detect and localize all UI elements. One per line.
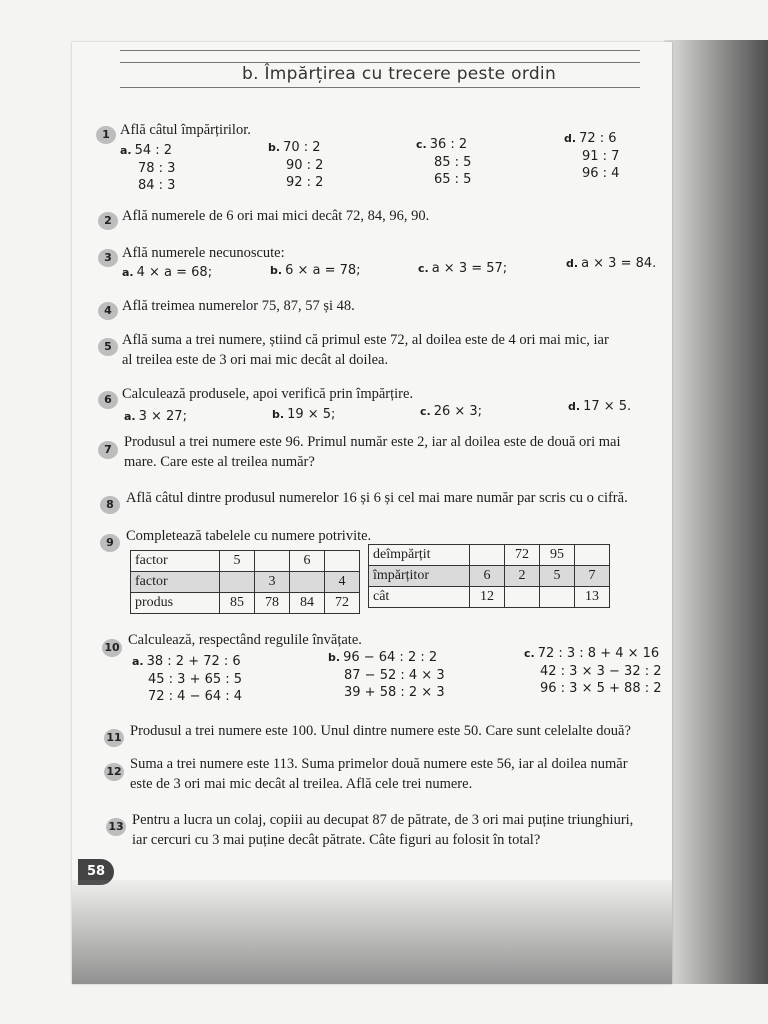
ex3-d-value: a × 3 = 84. bbox=[581, 256, 657, 271]
ex10-a-1: 38 : 2 + 72 : 6 bbox=[146, 654, 241, 669]
exercise-5-line-2: al treilea este de 3 ori mai mic decât al doilea. bbox=[122, 352, 389, 368]
ex10-a-2: 45 : 3 + 65 : 5 bbox=[148, 671, 243, 687]
exercise-9-text: Completează tabelele cu numere potrivite. bbox=[126, 528, 372, 544]
cell: 13 bbox=[575, 587, 610, 608]
multiplication-table bbox=[130, 550, 360, 614]
page-title: b. Împărțirea cu trecere peste ordin bbox=[242, 64, 557, 84]
cell: factor bbox=[131, 551, 220, 572]
cell: 72 bbox=[505, 545, 540, 566]
cell bbox=[505, 587, 540, 608]
exercise-7-line-2: mare. Care este al treilea număr? bbox=[124, 454, 315, 470]
table2-row-deimpartit bbox=[369, 545, 610, 566]
exercise-1-col-d: d. 72 : 6 91 : 7 96 : 4 bbox=[564, 131, 620, 181]
ex10-b-2: 87 − 52 : 4 × 3 bbox=[344, 667, 445, 683]
exercise-number-2: 2 bbox=[98, 212, 118, 230]
table1-row-produs bbox=[131, 593, 360, 614]
cell bbox=[290, 572, 325, 593]
cell: 5 bbox=[540, 566, 575, 587]
ex6-c: c. 26 × 3; bbox=[420, 404, 483, 419]
cell: împărțitor bbox=[369, 566, 470, 587]
exercise-5-line-1: Află suma a trei numere, știind că primul este 72, al doilea este de 4 ori mai mic, iar bbox=[122, 332, 609, 348]
exercise-1-col-c: c. 36 : 2 85 : 5 65 : 5 bbox=[416, 137, 472, 187]
ex10-b-1: 96 − 64 : 2 : 2 bbox=[343, 650, 438, 665]
exercise-6-text: Calculează produsele, apoi verifică prin împărțire. bbox=[122, 386, 414, 402]
exercise-number-10: 10 bbox=[102, 639, 122, 657]
exercise-10-text: Calculează, respectând regulile învățate. bbox=[128, 632, 362, 648]
table1-row-factor-1 bbox=[131, 551, 360, 572]
ex10-c-3: 96 : 3 × 5 + 88 : 2 bbox=[540, 681, 662, 696]
ex6-d-value: 17 × 5. bbox=[583, 399, 632, 414]
exercise-11-text: Produsul a trei numere este 100. Unul dintre numere este 50. Care sunt celelalte două? bbox=[130, 723, 631, 739]
exercise-8-text: Află câtul dintre produsul numerelor 16 și 6 și cel mai mare număr par scris cu o cifră. bbox=[126, 490, 628, 506]
cell: 78 bbox=[255, 593, 290, 614]
exercise-10-col-b: b. 96 − 64 : 2 : 2 87 − 52 : 4 × 3 39 + 58 : 2 × 3 bbox=[328, 650, 445, 700]
exercise-number-9: 9 bbox=[100, 534, 120, 552]
ex10-b-3: 39 + 58 : 2 × 3 bbox=[344, 685, 445, 700]
cell: 2 bbox=[505, 566, 540, 587]
cell bbox=[220, 572, 255, 593]
exercise-1-text: Află câtul împărțirilor. bbox=[120, 122, 251, 138]
scan-shadow bbox=[664, 40, 768, 984]
cell: 85 bbox=[220, 593, 255, 614]
title-underline bbox=[120, 87, 640, 88]
exercise-number-3: 3 bbox=[98, 249, 118, 267]
cell: 84 bbox=[290, 593, 325, 614]
exercise-number-12: 12 bbox=[104, 763, 124, 781]
exercise-10-col-c: c. 72 : 3 : 8 + 4 × 16 42 : 3 × 3 − 32 : 2 96 : 3 × 5 + 88 : 2 bbox=[524, 646, 662, 696]
exercise-7-line-1: Produsul a trei numere este 96. Primul număr este 2, iar al doilea este de două ori mai bbox=[124, 434, 621, 450]
cell bbox=[255, 551, 290, 572]
exercise-number-4: 4 bbox=[98, 302, 118, 320]
exercise-number-5: 5 bbox=[98, 338, 118, 356]
ex10-c-1: 72 : 3 : 8 + 4 × 16 bbox=[537, 646, 660, 661]
ex3-b: b. 6 × a = 78; bbox=[270, 263, 361, 278]
ex6-a: a. 3 × 27; bbox=[124, 409, 187, 424]
cell: 12 bbox=[470, 587, 505, 608]
exercise-4-text: Află treimea numerelor 75, 87, 57 și 48. bbox=[122, 298, 355, 314]
exercise-number-8: 8 bbox=[100, 496, 120, 514]
ex1-c-1: 36 : 2 bbox=[429, 137, 468, 152]
top-rule bbox=[120, 50, 640, 51]
exercise-2-text: Află numerele de 6 ori mai mici decât 72, 84, 96, 90. bbox=[122, 208, 430, 224]
cell: 3 bbox=[255, 572, 290, 593]
ex1-a-2: 78 : 3 bbox=[138, 160, 176, 176]
ex3-b-value: 6 × a = 78; bbox=[285, 263, 361, 278]
ex6-c-value: 26 × 3; bbox=[433, 404, 483, 419]
scan-bottom-shadow bbox=[72, 880, 672, 984]
cell: 6 bbox=[290, 551, 325, 572]
table1-row-factor-2 bbox=[131, 572, 360, 593]
ex1-b-3: 92 : 2 bbox=[286, 175, 324, 190]
exercise-number-1: 1 bbox=[96, 126, 116, 144]
cell: factor bbox=[131, 572, 220, 593]
exercise-1-col-b: b. 70 : 2 90 : 2 92 : 2 bbox=[268, 140, 324, 190]
exercise-number-11: 11 bbox=[104, 729, 124, 747]
ex1-d-1: 72 : 6 bbox=[579, 131, 617, 146]
exercise-13-line-1: Pentru a lucra un colaj, copiii au decupat 87 de pătrate, de 3 ori mai puține triunghiuri, bbox=[132, 812, 634, 828]
cell: 95 bbox=[540, 545, 575, 566]
ex10-c-2: 42 : 3 × 3 − 32 : 2 bbox=[540, 663, 662, 679]
ex1-a-1: 54 : 2 bbox=[134, 143, 173, 158]
cell: 4 bbox=[325, 572, 360, 593]
ex3-c: c. a × 3 = 57; bbox=[418, 261, 508, 276]
ex3-d: d. a × 3 = 84. bbox=[566, 256, 657, 271]
cell: deîmpărțit bbox=[369, 545, 470, 566]
cell: produs bbox=[131, 593, 220, 614]
ex1-b-1: 70 : 2 bbox=[283, 140, 321, 155]
ex1-a-3: 84 : 3 bbox=[138, 178, 176, 193]
top-rule-2 bbox=[120, 62, 640, 63]
exercise-12-line-2: este de 3 ori mai mic decât al treilea. Află cele trei numere. bbox=[130, 776, 473, 792]
cell bbox=[575, 545, 610, 566]
table2-row-impartitor bbox=[369, 566, 610, 587]
ex3-a-value: 4 × a = 68; bbox=[136, 265, 213, 280]
table2-row-cat bbox=[369, 587, 610, 608]
ex1-b-2: 90 : 2 bbox=[286, 157, 324, 173]
ex1-c-3: 65 : 5 bbox=[434, 172, 472, 187]
exercise-12-line-1: Suma a trei numere este 113. Suma primelor două numere este 56, iar al doilea număr bbox=[130, 756, 628, 772]
ex6-b: b. 19 × 5; bbox=[272, 407, 336, 422]
cell: 7 bbox=[575, 566, 610, 587]
cell: cât bbox=[369, 587, 470, 608]
ex3-c-value: a × 3 = 57; bbox=[431, 261, 508, 276]
cell: 5 bbox=[220, 551, 255, 572]
page-number: 58 bbox=[78, 859, 114, 885]
ex6-a-value: 3 × 27; bbox=[138, 409, 187, 424]
ex10-a-3: 72 : 4 − 64 : 4 bbox=[148, 689, 243, 704]
ex6-d: d. 17 × 5. bbox=[568, 399, 632, 414]
ex1-c-2: 85 : 5 bbox=[434, 154, 472, 170]
exercise-13-line-2: iar cercuri cu 3 mai puține decât pătrate. Câte figuri au folosit în total? bbox=[132, 832, 541, 848]
ex1-d-2: 91 : 7 bbox=[582, 148, 620, 164]
division-table bbox=[368, 544, 610, 608]
exercise-1-col-a: a. 54 : 2 78 : 3 84 : 3 bbox=[120, 143, 176, 193]
exercise-number-6: 6 bbox=[98, 391, 118, 409]
exercise-number-7: 7 bbox=[98, 441, 118, 459]
ex6-b-value: 19 × 5; bbox=[287, 407, 336, 422]
exercise-3-text: Află numerele necunoscute: bbox=[122, 245, 285, 261]
exercise-number-13: 13 bbox=[106, 818, 126, 836]
cell bbox=[325, 551, 360, 572]
cell bbox=[470, 545, 505, 566]
workbook-page bbox=[72, 42, 672, 984]
cell bbox=[540, 587, 575, 608]
ex3-a: a. 4 × a = 68; bbox=[122, 265, 213, 280]
cell: 72 bbox=[325, 593, 360, 614]
cell: 6 bbox=[470, 566, 505, 587]
exercise-10-col-a: a. 38 : 2 + 72 : 6 45 : 3 + 65 : 5 72 : 4 − 64 : 4 bbox=[132, 654, 243, 704]
ex1-d-3: 96 : 4 bbox=[582, 166, 620, 181]
